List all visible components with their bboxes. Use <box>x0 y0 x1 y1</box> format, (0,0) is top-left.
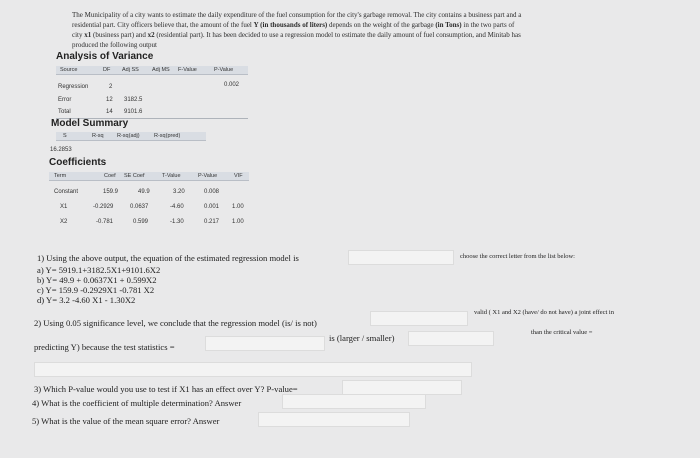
intro-line-3: city x1 (business part) and x2 (residential part). It has been decided to use a regression model to estimate the daily amount of fuel consumption, and Minitab has <box>72 31 521 39</box>
option-b: b) Y= 49.9 + 0.0637X1 + 0.599X2 <box>37 275 157 285</box>
question-5-answer-field[interactable] <box>258 412 410 427</box>
question-4-text: 4) What is the coefficient of multiple determination? Answer <box>32 398 242 408</box>
coef-header-pvalue: P-Value <box>198 173 218 179</box>
anova-header-source: Source <box>60 67 78 73</box>
coef-row-tvalue: -4.60 <box>170 204 184 210</box>
question-1-options <box>37 265 160 305</box>
coef-row-vif: 1.00 <box>232 219 244 225</box>
intro-line-4: produced the following output <box>72 41 157 49</box>
coef-row-vif: 1.00 <box>232 204 244 210</box>
anova-header-df: DF <box>103 67 111 73</box>
question-1-instruction: choose the correct letter from the list below: <box>460 253 575 260</box>
anova-row-source: Error <box>58 97 72 103</box>
coef-row-pvalue: 0.008 <box>204 189 220 195</box>
coef-header-vif: VIF <box>234 173 243 179</box>
coef-row-coef: 159.9 <box>103 189 119 195</box>
anova-row-source: Total <box>58 109 71 115</box>
coef-row-secoef: 0.0637 <box>130 204 149 210</box>
model-summary-header-rsqpred: R-sq(pred) <box>154 133 181 139</box>
coefficients-title: Coefficients <box>49 157 107 168</box>
model-summary-header-s: S <box>63 133 67 139</box>
coef-row-pvalue: 0.001 <box>204 204 220 210</box>
coef-row-term: Constant <box>54 189 79 195</box>
question-2-is-isnot-field[interactable] <box>370 311 468 326</box>
anova-row-adjss: 3182.5 <box>124 97 143 103</box>
coef-row-tvalue: 3.20 <box>173 189 185 195</box>
coef-header-tvalue: T-Value <box>162 173 181 179</box>
question-1-text: 1) Using the above output, the equation of the estimated regression model is <box>37 253 299 263</box>
anova-row-pvalue: 0.002 <box>224 82 240 88</box>
coef-row-term: X2 <box>60 219 68 225</box>
question-2-text: 2) Using 0.05 significance level, we conclude that the regression model (is/ is not) <box>34 318 317 328</box>
coef-row-secoef: 0.599 <box>133 219 149 225</box>
anova-row-adjss: 9101.6 <box>124 109 143 115</box>
coef-row-secoef: 49.9 <box>138 189 150 195</box>
question-2-critical-value-field[interactable] <box>34 362 472 377</box>
question-3-answer-field[interactable] <box>342 380 462 395</box>
model-summary-title: Model Summary <box>51 118 129 129</box>
model-summary-header-rsqadj: R-sq(adj) <box>117 133 140 139</box>
anova-row-df: 12 <box>106 97 113 103</box>
question-2-valid-text: valid ( X1 and X2 (have/ do not have) a joint effect in <box>474 309 614 316</box>
anova-header-fvalue: F-Value <box>178 67 197 73</box>
question-5-text: 5) What is the value of the mean square error? Answer <box>32 416 220 426</box>
option-d: d) Y= 3.2 -4.60 X1 - 1.30X2 <box>37 295 136 305</box>
model-summary-s-value: 16.2853 <box>50 147 72 153</box>
intro-line-2: residential part. City officers believe that, the amount of the fuel Y (in thousands of liters) depends on the weight of the garbage (in Tons) in the two parts of <box>72 21 515 29</box>
anova-title: Analysis of Variance <box>56 51 154 62</box>
coefficients-header-bar <box>49 172 249 181</box>
anova-header-adjms: Adj MS <box>152 67 170 73</box>
problem-intro <box>72 10 672 50</box>
coef-row-term: X1 <box>60 204 68 210</box>
coef-header-secoef: SE Coef <box>124 173 145 179</box>
coef-row-coef: -0.2929 <box>93 204 114 210</box>
anova-row-df: 2 <box>109 84 113 90</box>
coef-header-coef: Coef <box>104 173 116 179</box>
anova-header-adjss: Adj SS <box>122 67 139 73</box>
question-2-test-statistic-field[interactable] <box>205 336 325 351</box>
option-c: c) Y= 159.9 -0.2929X1 -0.781 X2 <box>37 285 155 295</box>
question-4-answer-field[interactable] <box>282 394 426 409</box>
question-2-critical-value-text: than the critical value = <box>531 329 593 336</box>
question-2-larger-smaller-text: is (larger / smaller) <box>329 333 395 343</box>
coef-row-coef: -0.781 <box>96 219 114 225</box>
option-a: a) Y= 5919.1+3182.5X1+9101.6X2 <box>37 265 161 275</box>
question-2-larger-smaller-field[interactable] <box>408 331 494 346</box>
anova-row-df: 14 <box>106 109 113 115</box>
coef-row-tvalue: -1.30 <box>170 219 184 225</box>
coef-header-term: Term <box>54 173 67 179</box>
intro-line-1: The Municipality of a city wants to estimate the daily expenditure of the fuel consumption for the city's garbage removal. The city contains a business part and a <box>72 11 522 19</box>
anova-header-pvalue: P-Value <box>214 67 234 73</box>
question-1-answer-field[interactable] <box>348 250 454 265</box>
model-summary-header-rsq: R-sq <box>92 133 104 139</box>
question-2-continuation: predicting Y) because the test statistics = <box>34 342 175 352</box>
anova-row-source: Regression <box>58 84 89 90</box>
question-3-text: 3) Which P-value would you use to test if X1 has an effect over Y? P-value= <box>34 384 298 394</box>
coef-row-pvalue: 0.217 <box>204 219 220 225</box>
